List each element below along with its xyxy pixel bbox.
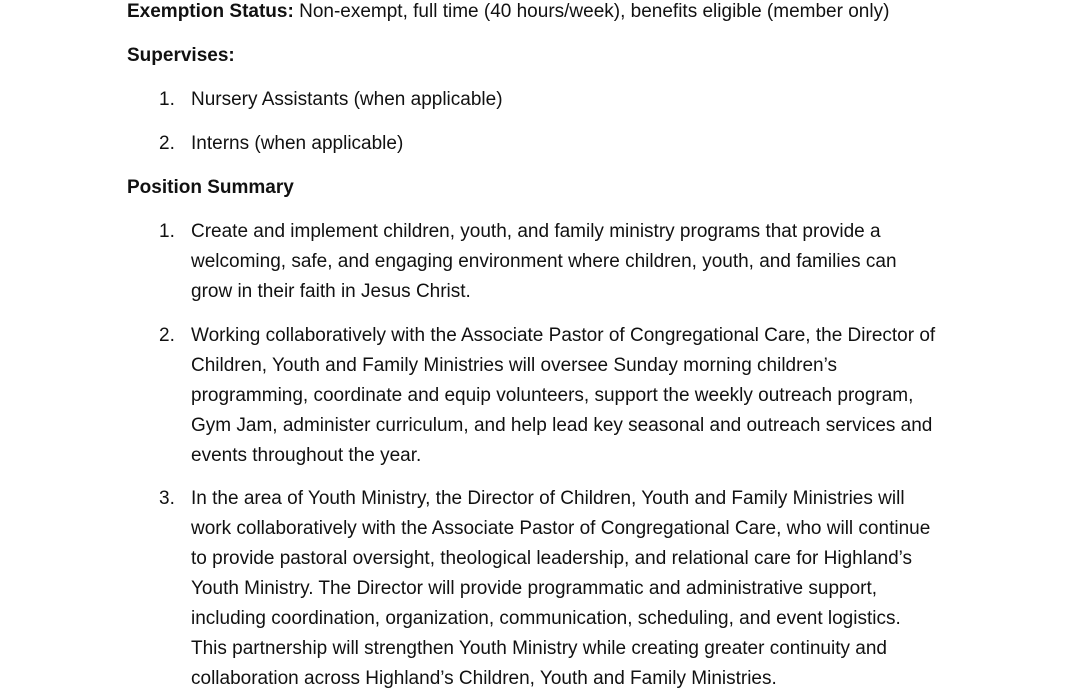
summary-item-2-line-3: programming, coordinate and equip volunteers, support the weekly outreach program, — [191, 385, 914, 406]
summary-item-2-number: 2. — [159, 325, 175, 346]
supervises-item-2-number: 2. — [159, 133, 175, 154]
summary-item-2-line-4: Gym Jam, administer curriculum, and help lead key seasonal and outreach services and — [191, 415, 933, 436]
exemption-status-value: Non-exempt, full time (40 hours/week), benefits eligible (member only) — [293, 1, 890, 22]
summary-item-3-line-2: work collaboratively with the Associate Pastor of Congregational Care, who will continue — [191, 518, 931, 539]
exemption-status — [127, 0, 889, 24]
supervises-heading: Supervises: — [127, 45, 235, 66]
position-summary-heading: Position Summary — [127, 177, 294, 198]
summary-item-1-line-2: welcoming, safe, and engaging environment where children, youth, and families can — [191, 251, 897, 272]
summary-item-1-line-3: grow in their faith in Jesus Christ. — [191, 281, 471, 302]
exemption-status-label: Exemption Status: — [127, 1, 294, 22]
summary-item-2-line-2: Children, Youth and Family Ministries will oversee Sunday morning children’s — [191, 355, 837, 376]
supervises-item-1-number: 1. — [159, 89, 175, 110]
summary-item-3-line-1: In the area of Youth Ministry, the Director of Children, Youth and Family Ministries will — [191, 488, 905, 509]
supervises-item-1-text: Nursery Assistants (when applicable) — [191, 89, 503, 110]
summary-item-1-line-1: Create and implement children, youth, and family ministry programs that provide a — [191, 221, 881, 242]
summary-item-3-number: 3. — [159, 488, 175, 509]
summary-item-3-line-5: including coordination, organization, communication, scheduling, and event logistics. — [191, 608, 901, 629]
summary-item-2-line-1: Working collaboratively with the Associate Pastor of Congregational Care, the Director of — [191, 325, 936, 346]
summary-item-3-line-4: Youth Ministry. The Director will provide programmatic and administrative support, — [191, 578, 878, 599]
summary-item-1-number: 1. — [159, 221, 175, 242]
summary-item-3-line-3: to provide pastoral oversight, theological leadership, and relational care for Highland’s — [191, 548, 913, 569]
supervises-item-2-text: Interns (when applicable) — [191, 133, 404, 154]
summary-item-3-line-6: This partnership will strengthen Youth Ministry while creating greater continuity and — [191, 638, 887, 659]
summary-item-3-line-7: collaboration across Highland’s Children, Youth and Family Ministries. — [191, 668, 777, 689]
summary-item-2-line-5: events throughout the year. — [191, 445, 422, 466]
